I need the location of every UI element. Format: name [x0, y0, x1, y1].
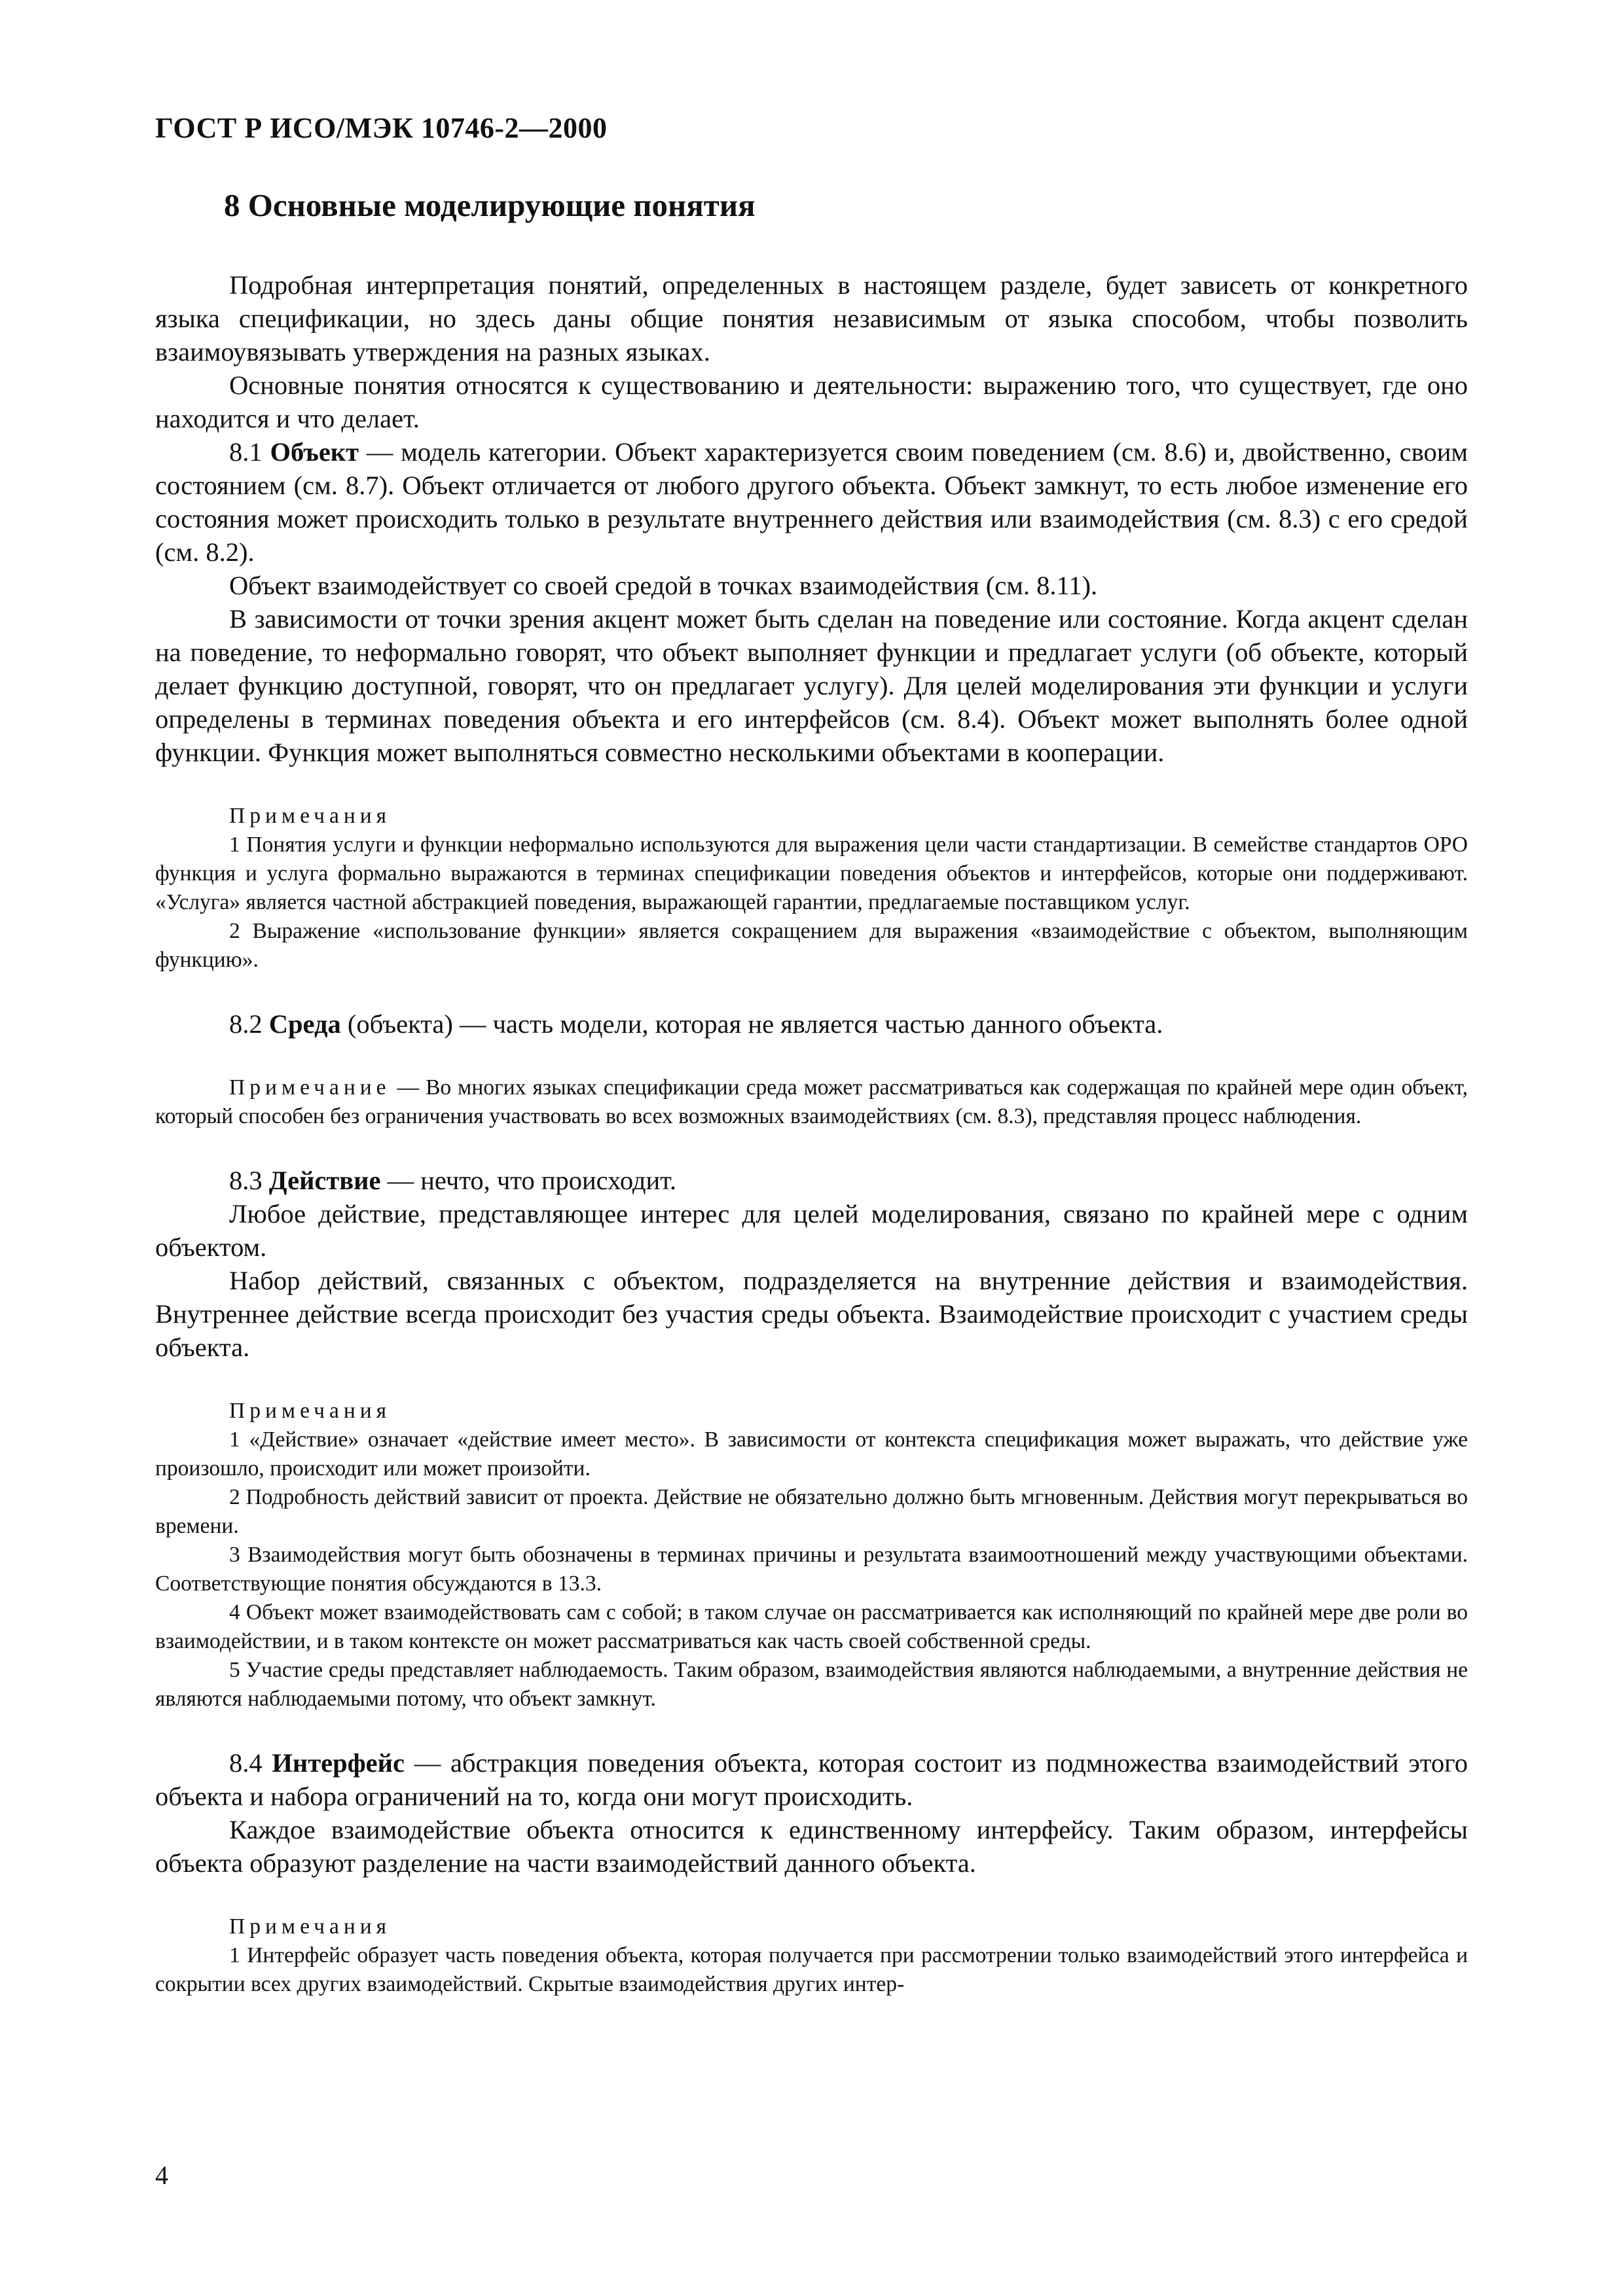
page-number: 4 [155, 2161, 168, 2190]
term-definition: (объекта) — часть модели, которая не является частью данного объекта. [340, 1009, 1163, 1039]
term-interface: Интерфейс [272, 1748, 405, 1778]
note-item: 3 Взаимодействия могут быть обозначены в терминах причины и результата взаимоотношений между участвующими объектами. Соответствующие понятия обсуждаются в 13.3. [155, 1543, 1468, 1596]
clause-number: 8.1 [229, 437, 263, 467]
clause-number: 8.2 [229, 1009, 263, 1039]
notes-heading: Примечания [229, 804, 392, 828]
notes-heading: Примечания [229, 1399, 392, 1423]
standard-header: ГОСТ Р ИСО/МЭК 10746-2—2000 [155, 112, 608, 144]
term-action: Действие [268, 1166, 381, 1195]
clause-paragraph: Любое действие, представляющее интерес для целей моделирования, связано по крайней мере с одним объектом. [155, 1199, 1468, 1262]
intro-paragraph: Основные понятия относятся к существованию и деятельности: выражению того, что существует, где оно находится и что делает. [155, 370, 1468, 433]
clause-8-2 [155, 1007, 1468, 1041]
term-definition: — модель категории. Объект характеризуется своим поведением (см. 8.6) и, двойственно, своим состоянием (см. 8.7). Объект отличается от любого другого объекта. Объект замкнут, то есть любое изменение его состояния может происходить только в результате внутреннего действия или взаимодействия (см. 8.3) с его средой (см. 8.2). [155, 437, 1468, 567]
note-text: — Во многих языках спецификации среда может рассматриваться как содержащая по крайней мере один объект, который способен без ограничения участвовать во всех возможных взаимодействиях (см. 8.3), представляя процесс наблюдения. [155, 1075, 1468, 1128]
page-content [155, 187, 1468, 1999]
clause-number: 8.3 [229, 1166, 263, 1195]
note-item: 5 Участие среды представляет наблюдаемость. Таким образом, взаимодействия являются наблюдаемыми, а внутренние действия не являются наблюдаемыми потому, что объект замкнут. [155, 1658, 1468, 1711]
note-item: 4 Объект может взаимодействовать сам с собой; в таком случае он рассматривается как исполняющий по крайней мере две роли во взаимодействии, и в таком контексте он может рассматриваться как часть своей собственной среды. [155, 1600, 1468, 1653]
note-item: 1 «Действие» означает «действие имеет место». В зависимости от контекста спецификация может выражать, что действие уже произошло, происходит или может произойти. [155, 1427, 1468, 1480]
clause-paragraph: Объект взаимодействует со своей средой в точках взаимодействия (см. 8.11). [229, 571, 1098, 600]
intro-paragraph: Подробная интерпретация понятий, определенных в настоящем разделе, будет зависеть от конкретного языка спецификации, но здесь даны общие понятия независимым от языка способом, чтобы позволить взаимоувязывать утверждения на разных языках. [155, 270, 1468, 367]
note-item: 1 Интерфейс образует часть поведения объекта, которая получается при рассмотрении только взаимодействий этого интерфейса и сокрытии всех других взаимодействий. Скрытые взаимодействия других интер- [155, 1943, 1468, 1996]
note-item [155, 1073, 1468, 1131]
clause-8-4 [155, 1746, 1468, 1813]
note-item: 2 Подробность действий зависит от проекта. Действие не обязательно должно быть мгновенным. Действия могут перекрываться во времени. [155, 1485, 1468, 1538]
clause-8-1 [155, 435, 1468, 569]
clause-number: 8.4 [229, 1748, 263, 1778]
notes-heading: Примечания [229, 1914, 392, 1939]
clause-paragraph: В зависимости от точки зрения акцент может быть сделан на поведение или состояние. Когда акцент сделан на поведение, то неформально говорят, что объект выполняет функции и предлагает услуги (об объекте, который делает функцию доступной, говорят, что он предлагает услугу). Для целей моделирования эти функции и услуги определены в терминах поведения объекта и его интерфейсов (см. 8.4). Объект может выполнять более одной функции. Функция может выполняться совместно несколькими объектами в кооперации. [155, 604, 1468, 767]
term-definition: — абстракция поведения объекта, которая состоит из подмножества взаимодействий этого объекта и набора ограничений на то, когда они могут происходить. [155, 1748, 1468, 1811]
clause-8-3 [155, 1164, 1468, 1197]
note-item: 1 Понятия услуги и функции неформально используются для выражения цели части стандартизации. В семействе стандартов ОРО функция и услуга формально выражаются в терминах спецификации поведения объектов и интерфейсов, которые они поддерживают. «Услуга» является частной абстракцией поведения, выражающей гарантии, предлагаемые поставщиком услуг. [155, 833, 1468, 914]
note-label: Примечание [229, 1075, 391, 1100]
term-object: Объект [270, 437, 359, 467]
term-definition: — нечто, что происходит. [380, 1166, 676, 1195]
clause-paragraph: Каждое взаимодействие объекта относится к единственному интерфейсу. Таким образом, интерфейсы объекта образуют разделение на части взаимодействий данного объекта. [155, 1815, 1468, 1878]
section-title: 8 Основные моделирующие понятия [224, 187, 756, 223]
term-environment: Среда [268, 1009, 341, 1039]
note-item: 2 Выражение «использование функции» является сокращением для выражения «взаимодействие с объектом, выполняющим функцию». [155, 919, 1468, 972]
clause-paragraph: Набор действий, связанных с объектом, подразделяется на внутренние действия и взаимодействия. Внутреннее действие всегда происходит без участия среды объекта. Взаимодействие происходит с участием среды объекта. [155, 1266, 1468, 1362]
